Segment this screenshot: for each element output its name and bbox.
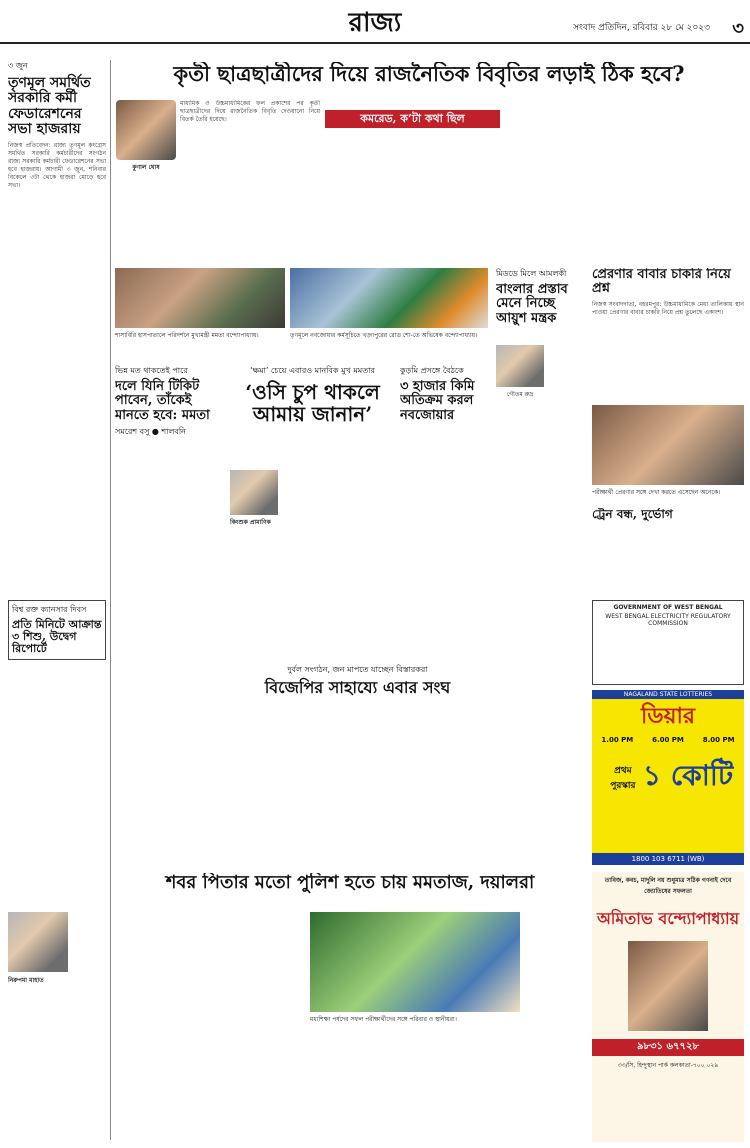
lottery-time-2: 6.00 PM: [652, 736, 684, 744]
mid-right-kicker: কুড়মি প্রসঙ্গে বৈঠকে: [400, 366, 464, 375]
left-lower-body: [8, 665, 106, 870]
astro-name: অমিতাভ বন্দ্যোপাধ্যায়: [596, 909, 740, 928]
bjp-story: [230, 664, 485, 700]
right-top-caption: পরীক্ষার্থী প্রেরণার সঙ্গে দেখা করতে এসেছেন অনেকে।: [592, 489, 721, 496]
photo-caption-right: তৃণমূলে নবজোয়ার কর্মসূচিতে খড়্গপুরের রোড শো-তে অভিষেক বন্দ্যোপাধ্যায়।: [290, 332, 478, 339]
bottom-photo: [310, 912, 520, 1012]
bottom-body-left: [8, 990, 106, 1140]
bottom-author: নিরুপমা মাহাত: [8, 977, 44, 984]
lottery-time-3: 8.00 PM: [702, 736, 735, 744]
bottom-headline: শবর পিতার মতো পুলিশ হতে চায় মমতাজ, দয়ালরা: [165, 873, 535, 893]
notice-box: [592, 600, 744, 685]
left-lower-headline: প্রতি মিনিটে আক্রান্ত ৩ শিশু, উদ্বেগ রিপোর্টে: [12, 618, 102, 656]
astro-phone: ৯৮৩১ ৬৭৭২৮: [592, 1039, 744, 1056]
mid-left-kicker: ভিন্ন মত থাকতেই পারে: [115, 366, 188, 375]
mid-left-headline: দলে যিনি টিকিট পাবেন, তাঁকেই মানতে হবে: মমতা: [115, 379, 210, 423]
lottery-time-1: 1.00 PM: [601, 736, 634, 744]
lead-body-right: [505, 100, 740, 260]
right-top-photo: [592, 405, 744, 485]
notice-title: WEST BENGAL ELECTRICITY REGULATORY COMMISSION: [605, 613, 731, 627]
mid-center-body: [290, 470, 490, 660]
lottery-prize-label: প্রথম পুরস্কার: [610, 765, 636, 791]
bottom-body-right: [310, 1030, 585, 1140]
story-body: নিজস্ব প্রতিবেদন: রাজ্য তৃণমূল কংগ্রেস সমর্থিত সরকারি কর্মচারীদের সংগঠন রাজ্য সরকারি কর্মচারী ফেডারেশনের সভা হবে হাজরায়। আগামী ৩ জুন, শনিবার বিকেলে ৩টা থেকে হাজরা মোড়ে হবে সভা।: [8, 141, 106, 189]
mid-left-byline: সমরেশ বসু ● শালবনি: [115, 426, 186, 436]
mid-center-kicker: ‘ক্ষমা’ চেয়ে এবারও মানবিক মুখ মমতার: [250, 366, 375, 375]
astro-top-text: তাবিজ, কবচ, মাদুলি নয় শুধুমাত্র সঠিক গণনাই দেবে জ্যোতিষের সফলতা: [604, 877, 732, 895]
page-number: ৩: [732, 18, 744, 39]
bottom-caption: মধ্যশিক্ষা পর্ষদের সফল পরীক্ষার্থীদের সঙ্গে পরিবার ও স্থানীয়রা।: [310, 1016, 457, 1023]
bjp-kicker: দুর্বল সংগঠন, জন মাপতে যাচ্ছেন বিস্তারকরা: [287, 665, 428, 674]
lottery-footer: 1800 103 6711 (WB): [592, 853, 744, 865]
section-title: রাজ্য: [348, 8, 402, 38]
lottery-times: [592, 736, 744, 744]
mid-left-story: [115, 365, 225, 465]
story-kicker: ৩ জুন: [8, 61, 28, 70]
train-story: [592, 508, 744, 598]
photo-roadshow: [290, 268, 488, 328]
bjp-body: [230, 704, 585, 854]
mid-center-author-photo: [230, 470, 278, 515]
mid-right-story: [400, 365, 488, 465]
left-lower-story: [8, 600, 106, 660]
column-divider: [110, 60, 111, 1140]
train-body: [592, 524, 744, 584]
lead-body-continued: [325, 132, 500, 260]
lottery-brand: ডিয়ার: [641, 703, 695, 729]
sidebar-kicker: মিডডে মিলে আমলকী: [496, 269, 567, 278]
train-headline: ট্রেন বন্ধ, দুর্ভোগ: [592, 508, 673, 521]
sidebar-photo: [496, 345, 544, 387]
astro-address: ৩৩/সি, হিন্দুস্থান পার্ক কলকাতা-৭০০ ০২৯: [617, 1062, 719, 1069]
lead-red-box: কমরেড, ক’টা কথা ছিল: [325, 110, 500, 128]
lead-headline: কৃতী ছাত্রছাত্রীদের দিয়ে রাজনৈতিক বিবৃতির লড়াই ঠিক হবে?: [173, 62, 685, 86]
photo-caption-left: শাসাবিরি হাসপাতালে পরিদর্শনে মুখ্যমন্ত্রী মমতা বন্দ্যোপাধ্যায়।: [115, 332, 259, 339]
lead-headline-box: [115, 62, 743, 94]
notice-org: GOVERNMENT OF WEST BENGAL: [613, 604, 723, 611]
bottom-headline-box: [115, 873, 585, 903]
masthead: [0, 0, 750, 44]
lottery-prize-row: [592, 754, 744, 801]
lottery-prize: ১ কোটি: [642, 759, 734, 792]
mid-left-body: [115, 465, 225, 660]
right-top-headline: প্রেরণার বাবার চাকরি নিয়ে প্রশ্ন: [592, 268, 731, 297]
author-name: কুণাল ঘোষ: [132, 164, 160, 171]
lottery-org: NAGALAND STATE LOTTERIES: [592, 690, 744, 699]
bjp-headline: বিজেপির সাহায্যে এবার সংঘ: [264, 678, 451, 697]
lead-body: মাধ্যমিক ও উচ্চমাধ্যমিকের ফল প্রকাশের পর কৃতী ছাত্রছাত্রীদের দিয়ে রাজনৈতিক বিবৃতি দেওয়ানো নিয়ে বিতর্ক তৈরি হয়েছে।: [180, 100, 320, 123]
sidebar-headline: বাংলার প্রস্তাব মেনে নিচ্ছে আয়ুশ মন্ত্রক: [496, 282, 568, 326]
mid-center-story: [230, 365, 395, 465]
left-lower-kicker: বিশ্ব রক্ত ক্যানসার দিবস: [12, 605, 87, 614]
left-column-story: [8, 60, 106, 480]
story-headline: তৃণমূল সমর্থিত সরকারি কর্মী ফেডারেশনের সভা হাজরায়: [8, 75, 91, 138]
photo-cm-hospital: [115, 268, 285, 328]
mid-center-headline: ‘ওসি চুপ থাকলে আমায় জানান’: [245, 380, 380, 426]
mid-right-body: [496, 405, 584, 660]
mid-center-author: কিংশুক প্রামাণিক: [230, 519, 271, 526]
astro-photo: [628, 941, 708, 1031]
right-top-body: নিজস্ব সংবাদদাতা, বহরমপুর: উচ্চমাধ্যমিকে মেধা তালিকায় স্থান পাওয়া প্রেরণার বাবার চাকরি নিয়ে প্রশ্ন তুলেছে একাংশ।: [592, 300, 744, 316]
astro-ad: [592, 872, 744, 1142]
sidebar-photo-caption: গৌতম রুদ্র: [506, 391, 534, 398]
lottery-ad: [592, 690, 744, 865]
author-photo: [116, 100, 176, 160]
bottom-body: [115, 912, 305, 1140]
bottom-author-photo: [8, 912, 68, 972]
date-line: সংবাদ প্রতিদিন, রবিবার ২৮ মে ২০২৩: [573, 23, 710, 33]
mid-right-headline: ৩ হাজার কিমি অতিক্রম করল নবজোয়ার: [400, 379, 475, 423]
